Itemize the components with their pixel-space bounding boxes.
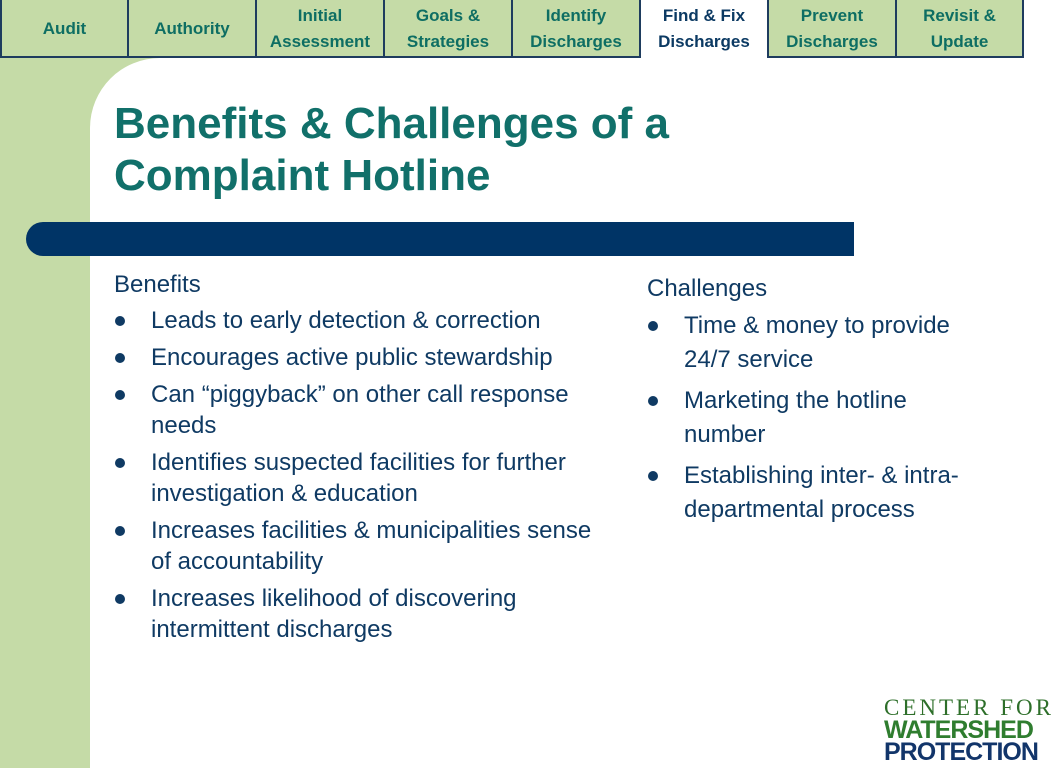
- tab-label: Prevent Discharges: [786, 6, 878, 51]
- list-item: [647, 309, 977, 377]
- tab-audit[interactable]: [0, 0, 129, 58]
- challenges-heading: Challenges: [647, 275, 768, 302]
- bullet-dot: [115, 390, 125, 400]
- list-item-text: Time & money to provide 24/7 service: [684, 312, 950, 373]
- list-item-text: Can “piggyback” on other call response needs: [151, 381, 569, 439]
- list-item: [114, 305, 614, 336]
- tab-label: Audit: [42, 19, 87, 38]
- bullet-dot: [648, 321, 658, 331]
- list-item: [647, 459, 977, 527]
- list-item-text: Marketing the hotline number: [684, 387, 907, 448]
- slide-title: Benefits & Challenges of a Complaint Hotline: [114, 99, 670, 200]
- list-item: [114, 515, 614, 577]
- bullet-dot: [115, 458, 125, 468]
- list-item-text: Increases likelihood of discovering intermittent discharges: [151, 585, 517, 643]
- list-item: [114, 379, 614, 441]
- tab-goals-strategies[interactable]: [385, 0, 513, 58]
- benefits-heading: Benefits: [114, 271, 201, 298]
- list-item-text: Increases facilities & municipalities sense of accountability: [151, 517, 592, 575]
- list-item-text: Encourages active public stewardship: [151, 344, 553, 371]
- bullet-dot: [115, 316, 125, 326]
- tab-find-fix-discharges[interactable]: [641, 0, 769, 58]
- challenges-list: [647, 309, 977, 527]
- left-decorative-band: [0, 58, 90, 768]
- center-for-watershed-protection-logo: [884, 695, 1054, 766]
- tab-initial-assessment[interactable]: [257, 0, 385, 58]
- list-item: [114, 447, 614, 509]
- challenges-column: [647, 272, 977, 534]
- benefits-column: [114, 268, 614, 651]
- logo-line-3: PROTECTION: [884, 738, 1038, 766]
- tab-label: Identify Discharges: [530, 6, 622, 51]
- bullet-dot: [648, 396, 658, 406]
- list-item: [114, 583, 614, 645]
- list-item-text: Identifies suspected facilities for further investigation & education: [151, 449, 566, 507]
- tab-prevent-discharges[interactable]: [769, 0, 897, 58]
- tab-authority[interactable]: [129, 0, 257, 58]
- section-nav: [0, 0, 1024, 58]
- tab-label: Initial Assessment: [269, 6, 371, 51]
- list-item: [647, 384, 977, 452]
- tab-label: Revisit & Update: [923, 6, 996, 51]
- tab-revisit-update[interactable]: [897, 0, 1024, 58]
- tab-label: Goals & Strategies: [406, 6, 490, 51]
- list-item-text: Establishing inter- & intra-departmental process: [684, 462, 959, 523]
- bullet-dot: [648, 471, 658, 481]
- benefits-list: [114, 305, 614, 645]
- tab-label: Find & Fix Discharges: [658, 6, 750, 51]
- bullet-dot: [115, 526, 125, 536]
- list-item-text: Leads to early detection & correction: [151, 307, 541, 334]
- bullet-dot: [115, 594, 125, 604]
- tab-identify-discharges[interactable]: [513, 0, 641, 58]
- list-item: [114, 342, 614, 373]
- logo-line-1: CENTER FOR: [884, 695, 1054, 720]
- title-accent-bar: [26, 222, 854, 256]
- tab-label: Authority: [154, 19, 230, 38]
- bullet-dot: [115, 353, 125, 363]
- logo-line-2: WATERSHED: [884, 716, 1033, 744]
